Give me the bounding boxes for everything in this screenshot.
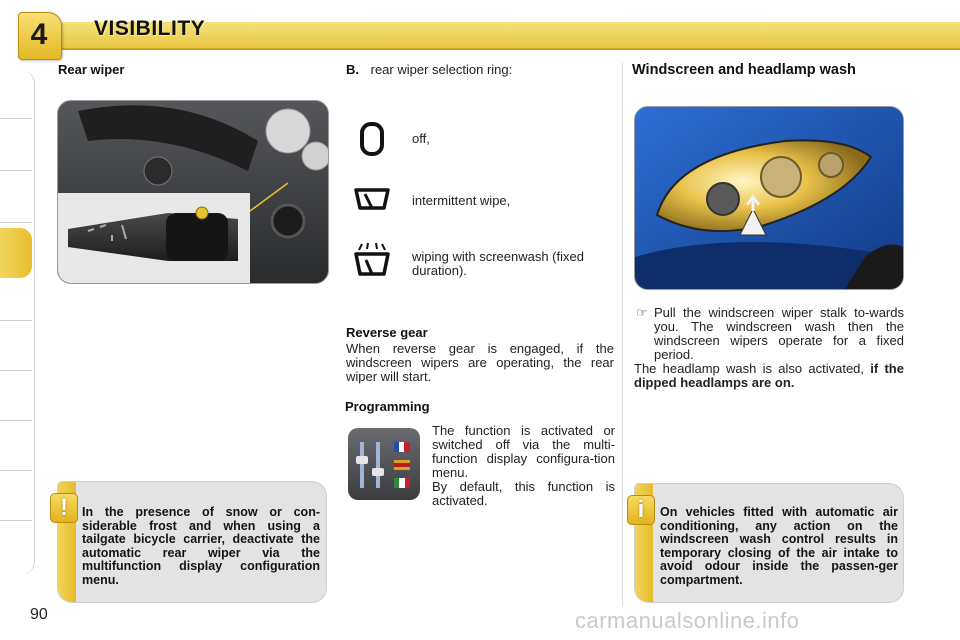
chapter-number: 4 — [30, 18, 48, 51]
programming-text-2: By default, this function is activated. — [432, 479, 615, 508]
ring-letter: B. — [346, 62, 359, 77]
windscreen-bullet — [636, 306, 904, 362]
thumb-tab-divider — [0, 520, 32, 521]
thumb-tab-divider — [0, 470, 32, 471]
headlamp-photo — [634, 106, 904, 290]
thumb-tab-divider — [0, 420, 32, 421]
page-number: 90 — [30, 606, 48, 623]
mode-label-off: off, — [412, 131, 430, 146]
info-icon: i — [627, 495, 655, 525]
headlamp-illustration — [635, 107, 903, 289]
windscreen-heading: Windscreen and headlamp wash — [632, 62, 856, 78]
reverse-gear-text: When reverse gear is engaged, if the windscreen wipers are operating, the rear wiper will start. — [346, 341, 614, 384]
info-note-text: On vehicles fitted with automatic air conditioning, any action on the windscreen wash control results in temporary closing of the air intake to avoid odour inside the passen-ger compartment. — [660, 505, 898, 587]
thumb-tab-divider — [0, 170, 32, 171]
thumb-tab-divider — [0, 222, 32, 223]
warning-note-text: In the presence of snow or con-siderable frost and when using a tailgate bicycle carrier, deactivate the automatic rear wiper via the multifunction display configuration menu. — [82, 505, 320, 587]
thumb-tab-active[interactable] — [0, 228, 32, 278]
wiper-intermittent-icon — [350, 180, 394, 224]
programming-heading: Programming — [345, 399, 430, 414]
warning-icon: ! — [50, 493, 78, 523]
wiper-off-icon — [350, 118, 394, 162]
wiper-screenwash-icon — [350, 240, 394, 284]
headlamp-wash-text-bold: if the dipped headlamps are on. — [634, 361, 904, 390]
thumb-tab-divider — [0, 118, 32, 119]
rear-wiper-heading: Rear wiper — [58, 62, 125, 77]
wiper-stalk-illustration — [58, 101, 328, 283]
pointing-hand-icon: ☞ — [636, 305, 648, 320]
page-title: VISIBILITY — [94, 17, 206, 40]
headlamp-wash-text — [634, 362, 904, 390]
thumb-tab-divider — [0, 370, 32, 371]
headlamp-wash-text-regular: The headlamp wash is also activated, — [634, 361, 865, 376]
chapter-thumb-tabs — [0, 70, 35, 575]
thumb-tab-divider — [0, 320, 32, 321]
watermark: carmanualsonline.info — [575, 608, 800, 633]
windscreen-bullet-text: Pull the windscreen wiper stalk to-wards you. The windscreen wash then the windscreen wipers operate for a fixed period. — [654, 305, 904, 362]
programming-text-1: The function is activated or switched off via the multi-function display configura-tion menu. — [432, 423, 615, 480]
mode-label-screenwash: wiping with screenwash (fixed duration). — [412, 249, 584, 278]
mode-label-intermittent: intermittent wipe, — [412, 193, 511, 208]
ring-intro — [346, 63, 512, 77]
reverse-gear-heading: Reverse gear — [346, 325, 428, 340]
column-divider — [622, 62, 623, 607]
display-config-icon — [348, 428, 420, 500]
ring-text: rear wiper selection ring: — [370, 62, 513, 77]
wiper-stalk-photo — [57, 100, 329, 284]
